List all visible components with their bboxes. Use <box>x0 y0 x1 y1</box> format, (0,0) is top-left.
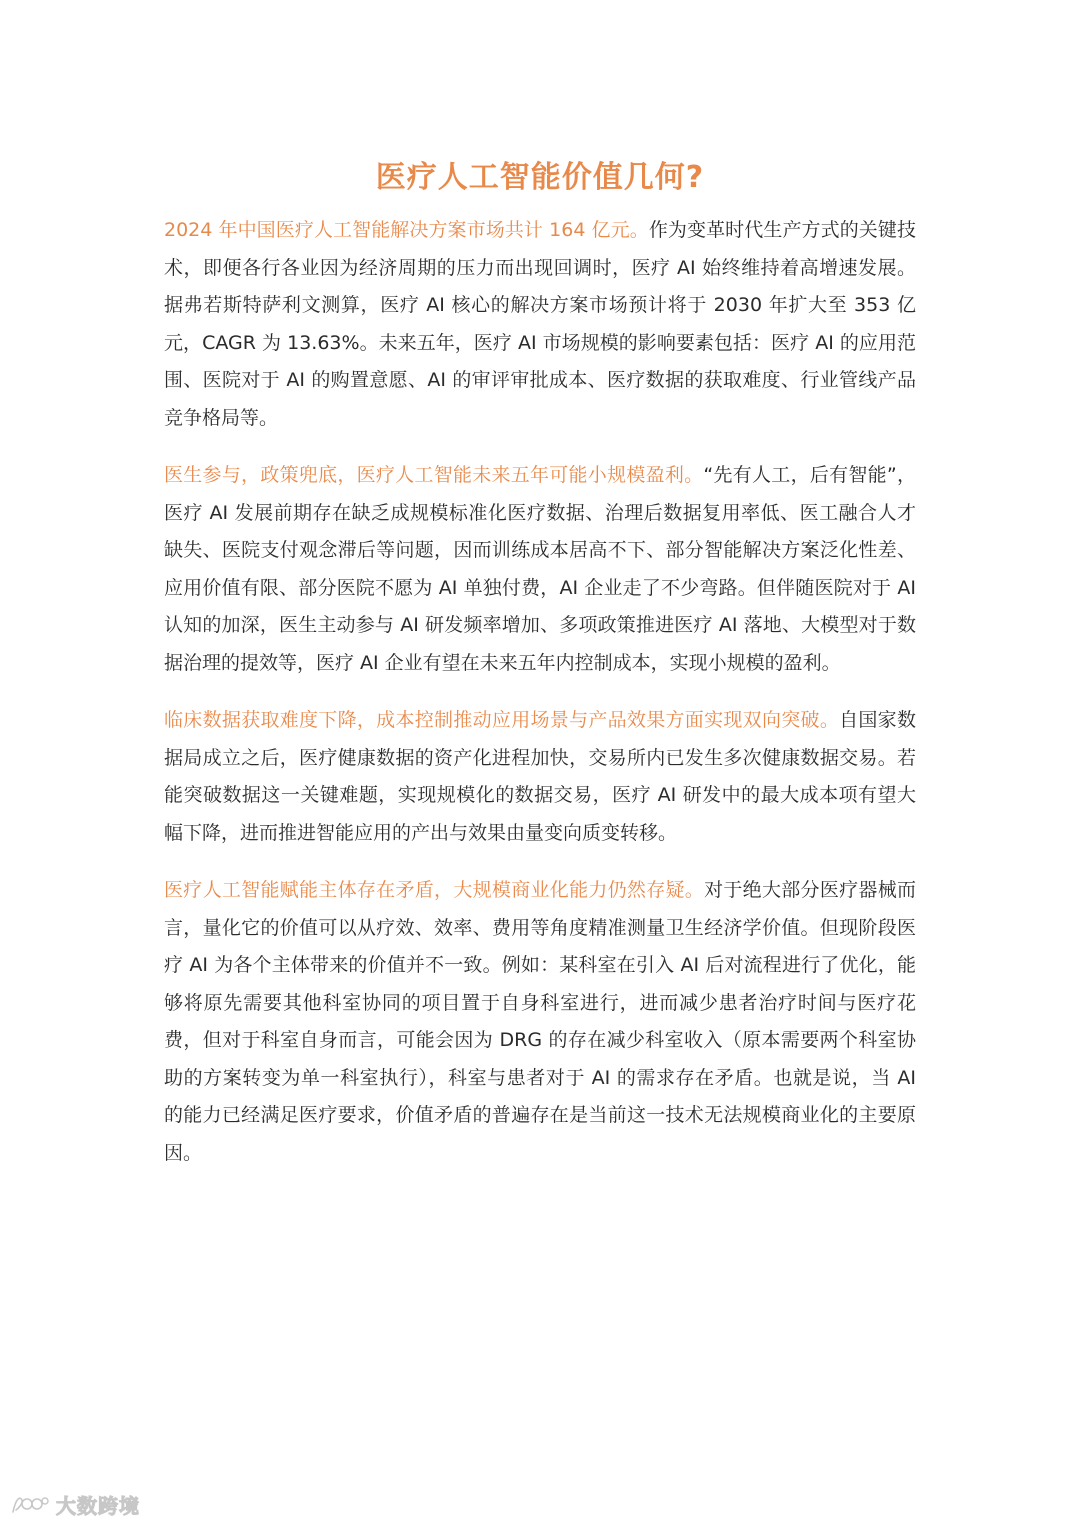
watermark-text: 大数跨境 <box>56 1493 140 1518</box>
paragraph-market-size <box>164 212 916 437</box>
paragraph-text: “先有人工，后有智能”，医疗 AI 发展前期存在缺乏成规模标准化医疗数据、治理后数据复用率低、医工融合人才缺失、医院支付观念滞后等问题，因而训练成本居高不下、部分智能解决方案泛化性差、应用价值有限、部分医院不愿为 AI 单独付费，AI 企业走了不少弯路。但伴随医院对于 AI 认知的加深，医生主动参与 AI 研发频率增加、多项政策推进医疗 AI 落地、大模型对于数据治理的提效等，医疗 AI 企业有望在未来五年内控制成本，实现小规模的盈利。 <box>164 464 916 674</box>
paragraph-lead: 医疗人工智能赋能主体存在矛盾，大规模商业化能力仍然存疑。 <box>164 879 705 901</box>
paragraph-commercialization <box>164 872 916 1172</box>
watermark <box>10 1490 140 1518</box>
paragraph-text: 对于绝大部分医疗器械而言，量化它的价值可以从疗效、效率、费用等角度精准测量卫生经济学价值。但现阶段医疗 AI 为各个主体带来的价值并不一致。例如：某科室在引入 AI 后对流程进行了优化，能够将原先需要其他科室协同的项目置于自身科室进行，进而减少患者治疗时间与医疗花费，但对于科室自身而言，可能会因为 DRG 的存在减少科室收入（原本需要两个科室协助的方案转变为单一科室执行），科室与患者对于 AI 的需求存在矛盾。也就是说，当 AI 的能力已经满足医疗要求，价值矛盾的普遍存在是当前这一技术无法规模商业化的主要原因。 <box>164 879 916 1164</box>
paragraph-profitability <box>164 457 916 682</box>
paragraph-lead: 医生参与，政策兜底，医疗人工智能未来五年可能小规模盈利。 <box>164 464 704 486</box>
bigdata-logo-icon <box>10 1492 50 1516</box>
article-body <box>164 212 916 1192</box>
paragraph-text: 自国家数据局成立之后，医疗健康数据的资产化进程加快，交易所内已发生多次健康数据交易。若能突破数据这一关键难题，实现规模化的数据交易，医疗 AI 研发中的最大成本项有望大幅下降，进而推进智能应用的产出与效果由量变向质变转移。 <box>164 709 916 844</box>
paragraph-lead: 2024 年中国医疗人工智能解决方案市场共计 164 亿元。 <box>164 219 649 241</box>
paragraph-lead: 临床数据获取难度下降，成本控制推动应用场景与产品效果方面实现双向突破。 <box>164 709 840 731</box>
page-title: 医疗人工智能价值几何? <box>375 160 705 196</box>
paragraph-clinical-data <box>164 702 916 852</box>
paragraph-text: 作为变革时代生产方式的关键技术，即便各行各业因为经济周期的压力而出现回调时，医疗 AI 始终维持着高增速发展。据弗若斯特萨利文测算，医疗 AI 核心的解决方案市场预计将于 2030 年扩大至 353 亿元，CAGR 为 13.63%。未来五年，医疗 AI 市场规模的影响要素包括：医疗 AI 的应用范围、医院对于 AI 的购置意愿、AI 的审评审批成本、医疗数据的获取难度、行业管线产品竞争格局等。 <box>164 219 916 429</box>
